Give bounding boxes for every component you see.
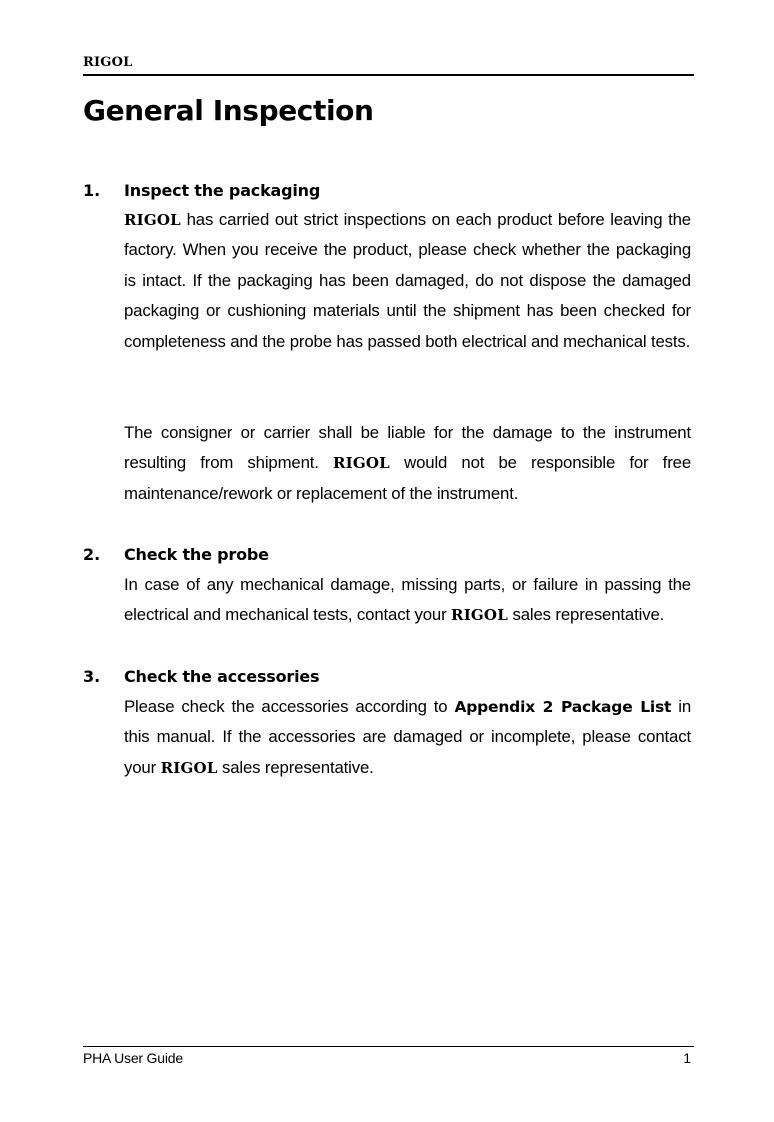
section-paragraph	[124, 418, 691, 509]
brand-name: RIGOL	[451, 606, 508, 625]
paragraph-text: in this manual. If the accessories are damaged or incomplete, please contact your	[124, 697, 691, 777]
paragraph-text: sales representative.	[507, 605, 665, 625]
appendix-reference: Appendix 2 Package List	[454, 698, 672, 716]
paragraph-text: would not be responsible for free maintenance/rework or replacement of the instrument.	[124, 453, 692, 503]
paragraph-text: The consigner or carrier shall be liable for the damage to the instrument resulting from shipment.	[124, 423, 691, 473]
page-number: 1	[683, 1050, 691, 1066]
section-heading: Inspect the packaging	[124, 181, 321, 200]
paragraph-text: has carried out strict inspections on each product before leaving the factory. When you receive the product, please check whether the packaging is intact. If the packaging has been damaged, do not dispose the damaged packaging or cushioning materials until the shipment has been checked for completeness and the probe has passed both electrical and mechanical tests.	[124, 210, 691, 351]
header-rule	[83, 74, 694, 76]
section-heading: Check the probe	[124, 545, 269, 564]
section-paragraph	[124, 205, 691, 357]
brand-name: RIGOL	[333, 454, 390, 473]
footer-rule	[83, 1046, 694, 1047]
section-number: 3.	[83, 667, 101, 686]
section-paragraph	[124, 692, 691, 783]
paragraph-text: Please check the accessories according to	[124, 697, 455, 716]
page-title: General Inspection	[83, 94, 374, 127]
paragraph-text: sales representative.	[217, 757, 374, 777]
header-brand: RIGOL	[83, 55, 133, 70]
section-paragraph	[124, 570, 691, 631]
brand-name: RIGOL	[124, 211, 181, 229]
section-number: 1.	[83, 181, 101, 200]
section-heading: Check the accessories	[124, 667, 320, 686]
brand-name: RIGOL	[160, 758, 218, 777]
section-number: 2.	[83, 545, 101, 564]
footer-doc-title: PHA User Guide	[83, 1050, 183, 1066]
paragraph-text: In case of any mechanical damage, missing parts, or failure in passing the electrical and mechanical tests, contact your	[124, 575, 691, 625]
